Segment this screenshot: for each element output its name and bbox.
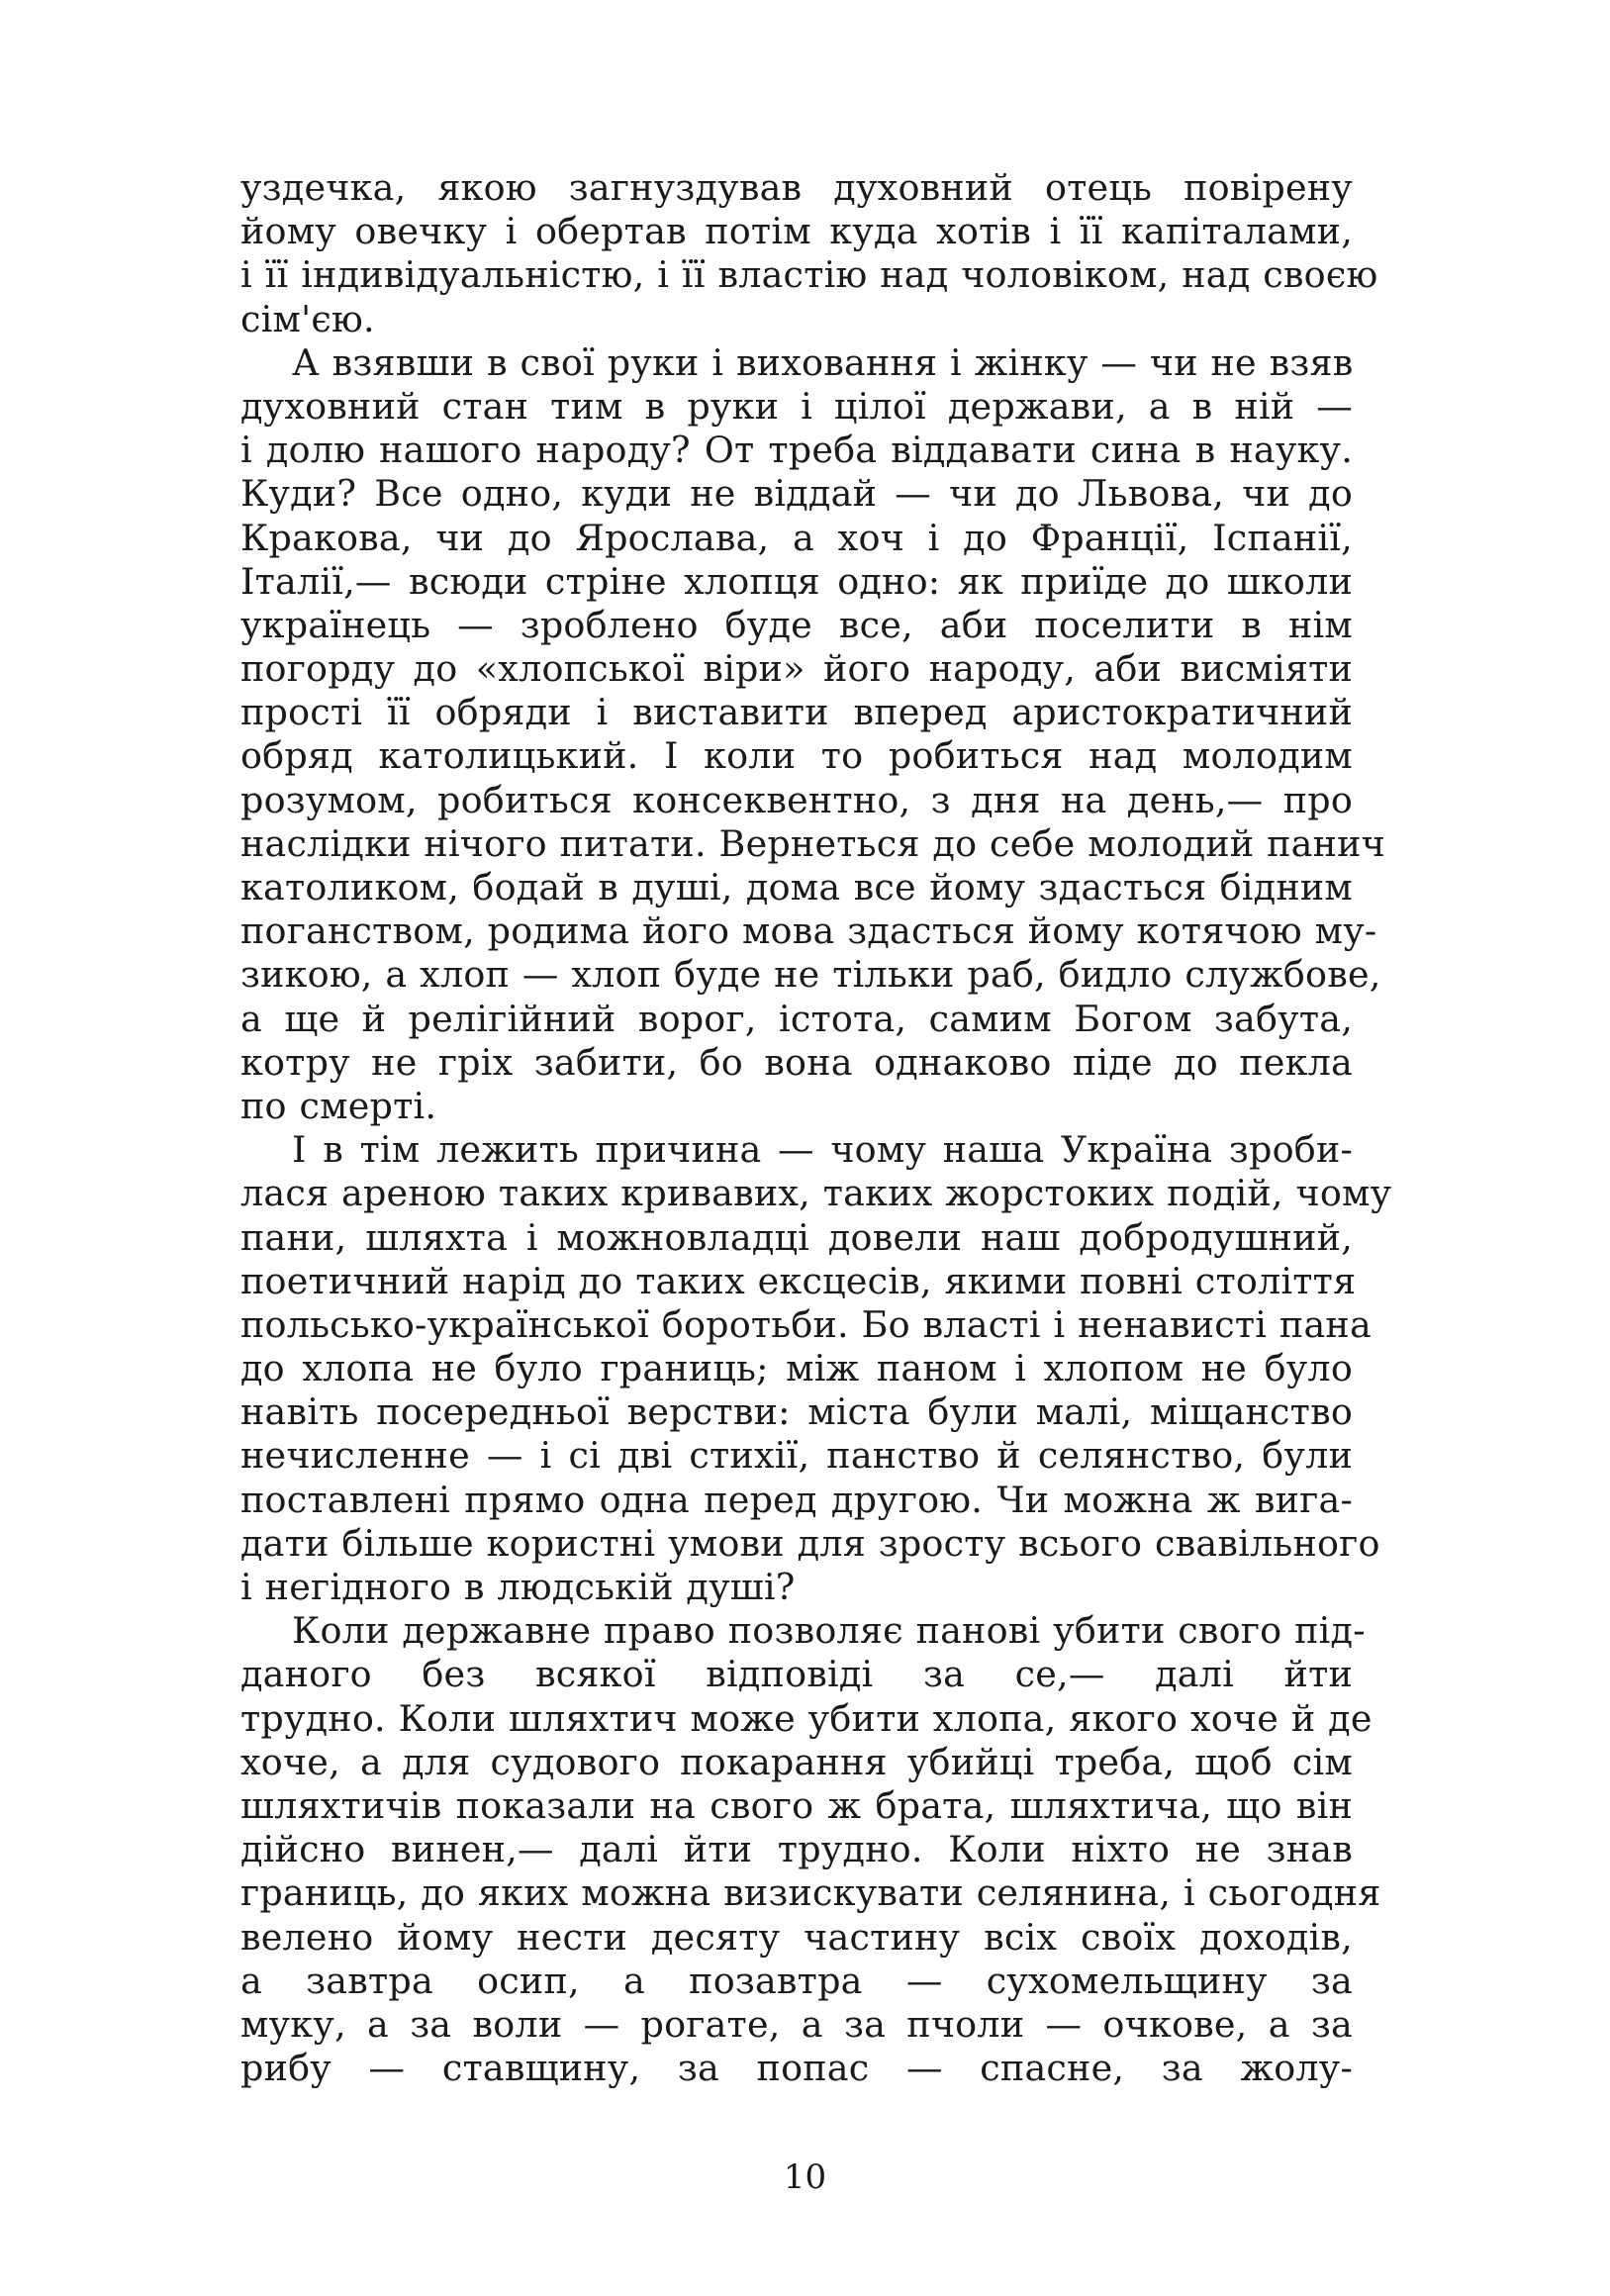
text-line: котру не гріх забити, бо вона однаково піде до пекла [240,1040,1353,1084]
text-line: наслідки нічого питати. Вернеться до себе молодий панич [240,821,1386,865]
text-line: дійсно винен,— далі йти трудно. Коли ніхто не знав [240,1828,1353,1871]
text-line: а завтра осип, а позавтра — сухомельщину за [240,1959,1353,2002]
text-line: Куди? Все одно, куди не віддай — чи до Львова, чи до [240,472,1353,516]
text-line: обряд католицький. І коли то робиться над молодим [240,734,1353,778]
text-line: уздечка, якою загнуздував духовний отець повірену [240,166,1353,209]
text-line: А взявши в свої руки і виховання і жінку — чи не взяв [292,340,1354,384]
text-line: дати більше користні умови для зросту всього свавільного [240,1521,1380,1565]
text-line: до хлопа не було границь; між паном і хлопом не було [240,1347,1353,1390]
text-line: і негідного в людській душі? [240,1566,796,1608]
text-line: українець — зроблено буде все, аби поселити в нім [240,603,1353,646]
text-line: шляхтичів показали на свого ж брата, шляхтича, що він [240,1783,1353,1827]
text-line: рибу — ставщину, за попас — спасне, за жолу- [240,2047,1353,2090]
text-line: хоче, а для судового покарання убийці треба, щоб сім [240,1740,1353,1783]
text-line: сім'єю. [240,297,375,340]
text-line: поганством, родима його мова здасться йому котячою му- [240,909,1377,953]
text-line: навіть посередньої верстви: міста були малі, міщанство [240,1390,1353,1434]
text-line: прості її обряди і виставити вперед аристократичний [240,691,1353,734]
text-line: зикою, а хлоп — хлоп буде не тільки раб, бидло службове, [240,953,1381,997]
text-line: поетичний нарід до таких ексцесів, якими повні століття [240,1259,1357,1302]
text-line: духовний стан тим в руки і цілої держави, а в ній — [240,384,1353,428]
text-line: і її індивідуальністю, і її властію над чоловіком, над своєю [240,253,1378,297]
text-line: Італії,— всюди стріне хлопця одно: як приїде до школи [240,559,1353,603]
text-line: границь, до яких можна визискувати селянина, і сьогодня [240,1871,1381,1915]
text-line: а ще й релігійний ворог, істота, самим Богом забута, [240,997,1353,1040]
text-line: поставлені прямо одна перед другою. Чи можна ж вига- [240,1478,1353,1521]
text-line: по смерті. [240,1084,437,1127]
text-line: розумом, робиться консеквентно, з дня на день,— про [240,778,1353,821]
text-line: пани, шляхта і можновладці довели наш добродушний, [240,1215,1353,1259]
text-line: муку, а за воли — рогате, а за пчоли — очкове, а за [240,2002,1353,2046]
text-line: І в тім лежить причина — чому наша Україна зроби- [292,1128,1353,1172]
text-line: і долю нашого народу? От треба віддавати сина в науку. [240,429,1353,472]
text-line: польсько-української боротьби. Бо власті і ненависті пана [240,1302,1372,1346]
page-number: 10 [783,2157,827,2197]
text-line: лася ареною таких кривавих, таких жорстоких подій, чому [240,1172,1392,1215]
text-line: йому овечку і обертав потім куда хотів і її капіталами, [240,210,1353,253]
text-line: даного без всякої відповіді за се,— далі йти [240,1653,1353,1696]
text-line: католиком, бодай в душі, дома все йому здасться бідним [240,866,1353,909]
text-line: нечисленне — і сі дві стихії, панство й селянство, були [240,1434,1353,1478]
text-line: Коли державне право позволяє панові убити свого під- [292,1609,1366,1653]
text-line: велено йому нести десяту частину всіх своїх доходів, [240,1915,1353,1959]
text-line: погорду до «хлопської віри» його народу, аби висміяти [240,647,1353,691]
page-body-text [240,166,1392,2090]
text-line: трудно. Коли шляхтич може убити хлопа, якого хоче й де [240,1696,1373,1740]
text-line: Кракова, чи до Ярослава, а хоч і до Франції, Іспанії, [240,516,1353,559]
